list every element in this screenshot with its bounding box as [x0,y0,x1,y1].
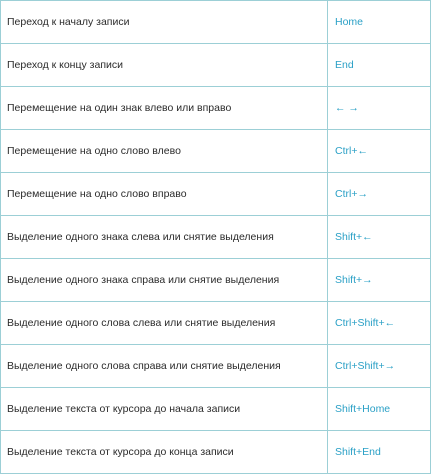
table-row [1,302,431,345]
table-row [1,388,431,431]
table-row [1,431,431,474]
shortcut-keys: Ctrl+← [328,130,431,173]
shortcut-keys: Ctrl+Shift+← [328,302,431,345]
table-row [1,216,431,259]
shortcut-keys: Ctrl+Shift+→ [328,345,431,388]
shortcut-description: Выделение текста от курсора до начала записи [1,388,328,431]
shortcut-description: Выделение одного слова слева или снятие выделения [1,302,328,345]
shortcut-description: Переход к концу записи [1,44,328,87]
shortcut-keys: End [328,44,431,87]
shortcut-description: Выделение текста от курсора до конца записи [1,431,328,474]
table-row [1,345,431,388]
shortcut-description: Перемещение на один знак влево или вправо [1,87,328,130]
table-row [1,1,431,44]
table-row [1,259,431,302]
shortcut-description: Выделение одного знака слева или снятие выделения [1,216,328,259]
shortcut-keys: Shift+End [328,431,431,474]
table-row [1,87,431,130]
shortcut-keys: Shift+← [328,216,431,259]
shortcut-keys: Ctrl+→ [328,173,431,216]
shortcut-description: Перемещение на одно слово влево [1,130,328,173]
shortcut-keys: Shift+Home [328,388,431,431]
shortcut-keys: ← → [328,87,431,130]
shortcut-keys: Shift+→ [328,259,431,302]
table-row [1,173,431,216]
shortcut-description: Переход к началу записи [1,1,328,44]
shortcut-description: Выделение одного знака справа или снятие выделения [1,259,328,302]
shortcut-keys: Home [328,1,431,44]
shortcut-description: Выделение одного слова справа или снятие выделения [1,345,328,388]
shortcut-description: Перемещение на одно слово вправо [1,173,328,216]
table-row [1,130,431,173]
table-row [1,44,431,87]
